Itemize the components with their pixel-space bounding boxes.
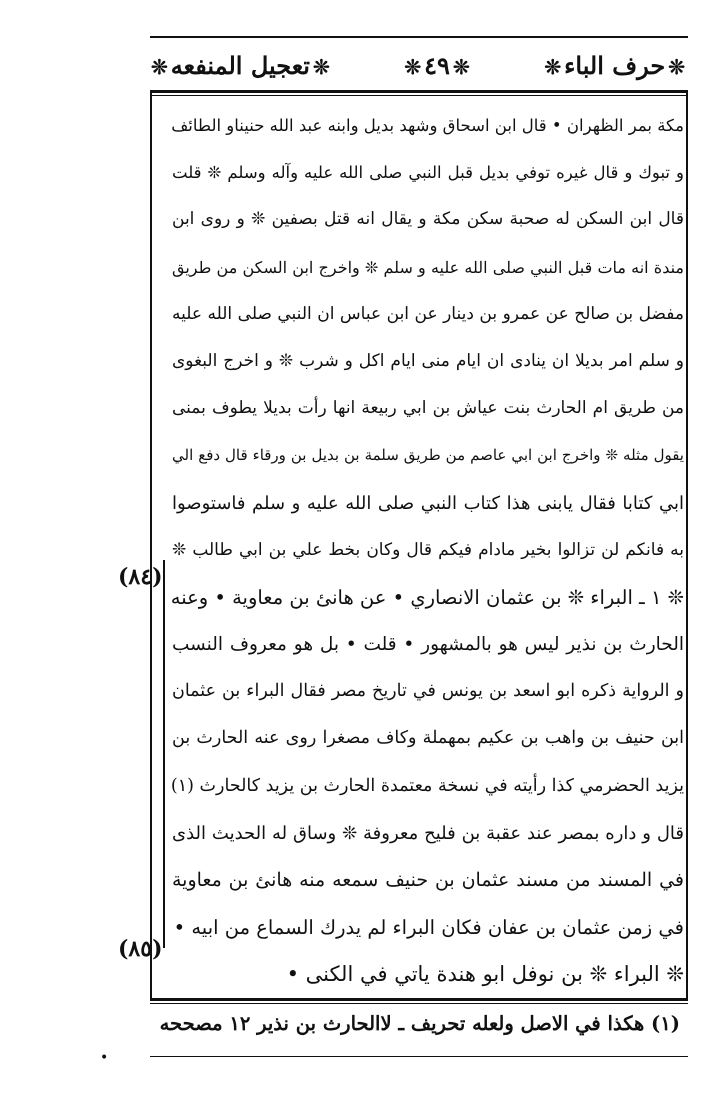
text-line: مكة بمر الظهران • قال ابن اسحاق وشهد بديل وابنه عبد الله حنيناو الطائف <box>171 116 684 135</box>
frame-left-rule <box>150 92 152 1000</box>
header-right-title: ❊حرف الباء❊ <box>544 50 685 80</box>
body-text <box>172 102 684 999</box>
frame-right-rule <box>686 92 688 1000</box>
text-line: و تبوك و قال غيره توفي بديل قبل النبي صلى الله عليه وآله وسلم ❊ قلت <box>172 163 684 183</box>
text-line: مفضل بن صالح عن عمرو بن دينار عن ابن عباس ان النبي صلى الله عليه <box>172 303 684 324</box>
text-line: ابي كتابا فقال يابنى هذا كتاب النبي صلى الله عليه و سلم فاستوصوا <box>172 492 684 514</box>
entry-bracket <box>163 560 165 948</box>
header-bottom-rule <box>150 90 688 93</box>
bottom-rule <box>150 1056 688 1057</box>
text-line: من طريق ام الحارث بنت عياش بن ابي ربيعة انها رأت بديلا يطوف بمنى <box>172 398 684 419</box>
text-line: الحارث بن نذير ليس هو بالمشهور • قلت • بل هو معروف النسب <box>172 634 684 656</box>
ornament-icon: ❊ <box>313 54 330 79</box>
ornament-icon: ❊ <box>668 54 685 79</box>
text-line: في زمن عثمان بن عفان فكان البراء لم يدرك السماع من ابيه • <box>173 916 684 940</box>
text-line: ابن حنيف بن واهب بن عكيم بمهملة وكاف مصغرا روى عنه الحارث بن <box>172 728 684 749</box>
text-line: ❊ البراء ❊ بن نوفل ابو هندة ياتي في الكنى • <box>286 962 684 987</box>
text-line: في المسند من مسند عثمان بن حنيف سمعه منه هانئ بن معاوية <box>172 869 684 891</box>
margin-entry-number: (٨٤) <box>118 564 163 590</box>
text-line: به فانكم لن تزالوا بخير مادام فيكم قال وكان بخط علي بن ابي طالب ❊ <box>172 539 684 560</box>
ornament-icon: ❊ <box>544 54 562 79</box>
ornament-icon: ❊ <box>452 54 470 79</box>
header-left-title: ❊تعجيل المنفعه❊ <box>151 50 330 80</box>
text-line: و سلم امر بديلا ان ينادى ان ايام منى ايام اكل و شرب ❊ و اخرج البغوى <box>172 350 684 371</box>
text-line: يقول مثله ❊ واخرج ابن ابي عاصم من طريق سلمة بن بديل بن ورقاء قال دفع الي <box>172 446 684 465</box>
text-line: مندة انه مات قبل النبي صلى الله عليه و سلم ❊ واخرج ابن السكن من طريق <box>172 257 684 277</box>
text-line: قال ابن السكن له صحبة سكن مكة و يقال انه قتل بصفين ❊ و روى ابن <box>172 209 684 230</box>
running-header <box>148 40 688 90</box>
margin-entry-number: (٨٥) <box>118 936 163 962</box>
footer-rule-thin <box>150 1003 688 1004</box>
text-line: يزيد الحضرمي كذا رأيته في نسخة معتمدة الحارث بن يزيد كالحارث (١) <box>170 775 684 796</box>
stray-mark: • <box>100 1050 109 1066</box>
header-top-rule <box>150 36 688 38</box>
header-page-number: ❊٤٩❊ <box>404 50 470 80</box>
text-line: قال و داره بمصر عند عقبة بن فليح معروفة ❊ وساق له الحديث الذى <box>172 822 684 844</box>
ornament-icon: ❊ <box>404 54 422 79</box>
footnote: (١) هكذا في الاصل ولعله تحريف ـ لاالحارث بن نذير ١٢ مصححه <box>159 1012 680 1035</box>
ornament-icon: ❊ <box>151 54 168 79</box>
text-line: ❊ ١ ـ البراء ❊ بن عثمان الانصاري • عن هانئ بن معاوية • وعنه <box>170 585 684 609</box>
text-line: و الرواية ذكره ابو اسعد بن يونس في تاريخ مصر فقال البراء بن عثمان <box>172 681 684 702</box>
header-bottom-rule-thin <box>150 95 688 96</box>
